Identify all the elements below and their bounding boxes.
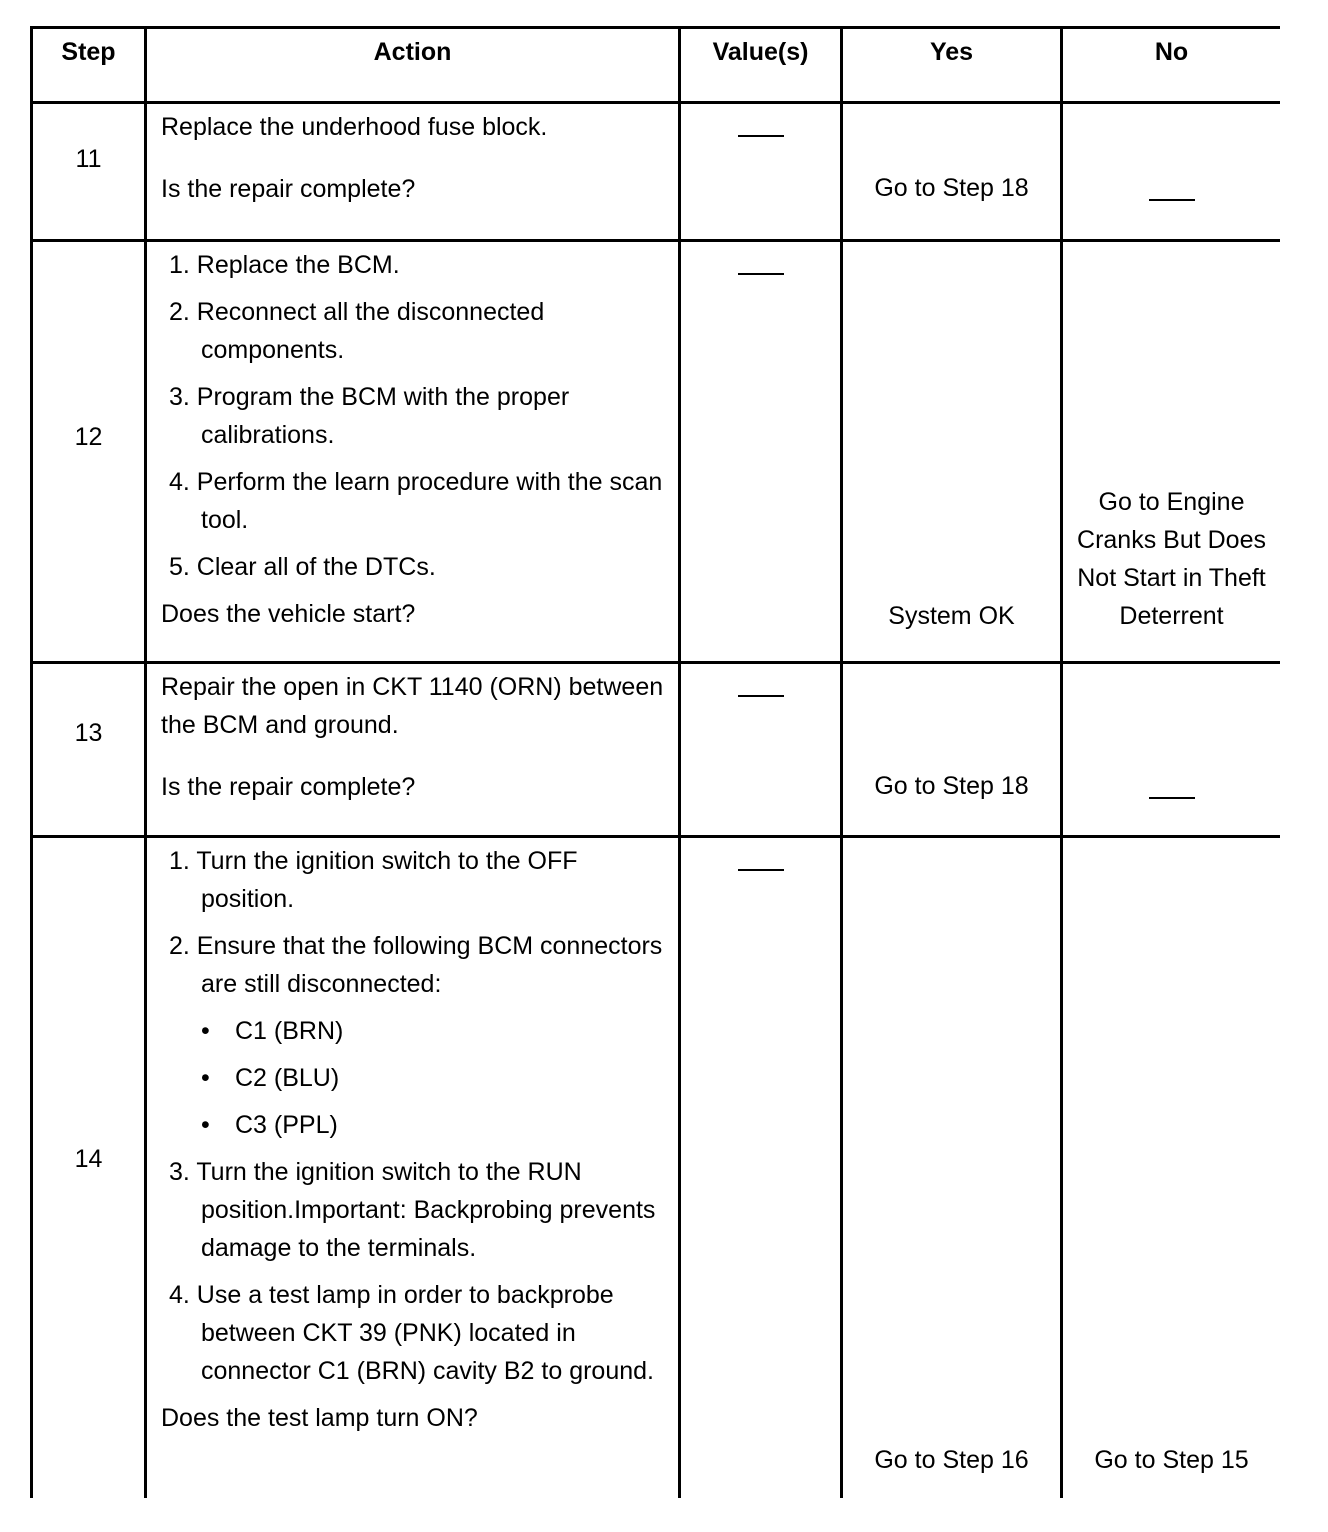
empty-value-dash <box>738 869 784 871</box>
action-steps <box>161 842 668 1003</box>
diagnostic-table <box>30 26 1280 1498</box>
header-row <box>32 28 1281 103</box>
action-cell <box>146 837 680 1499</box>
action-step: 4. Use a test lamp in order to backprobe between CKT 39 (PNK) located in connector C1 (BRN) cavity B2 to ground. <box>169 1281 654 1385</box>
action-step: 1. Turn the ignition switch to the OFF position. <box>169 847 578 913</box>
action-text: Replace the underhood fuse block. <box>161 113 548 141</box>
table-row-step-13 <box>32 663 1281 837</box>
action-step: 3. Program the BCM with the proper calibrations. <box>169 383 570 449</box>
action-question: Is the repair complete? <box>161 175 416 203</box>
table-row-step-14 <box>32 837 1281 1499</box>
action-cell <box>146 103 680 241</box>
action-step: 1. Replace the BCM. <box>169 251 400 279</box>
header-action: Action <box>146 28 680 103</box>
table-row-step-11 <box>32 103 1281 241</box>
step-number: 14 <box>32 837 146 1499</box>
yes-cell: System OK <box>842 241 1062 663</box>
action-step: 4. Perform the learn procedure with the scan tool. <box>169 468 663 534</box>
action-text: Repair the open in CKT 1140 (ORN) between the BCM and ground. <box>161 673 664 739</box>
empty-value-dash <box>738 273 784 275</box>
empty-value-dash <box>738 695 784 697</box>
action-steps-continued <box>161 1153 668 1390</box>
no-cell: Go to Step 15 <box>1062 837 1281 1499</box>
action-step: 3. Turn the ignition switch to the RUN position.Important: Backprobing prevents damage to the terminals. <box>169 1158 656 1262</box>
value-cell <box>680 663 842 837</box>
header-step: Step <box>32 28 146 103</box>
step-number: 11 <box>32 103 146 241</box>
connector-item: • C3 (PPL) <box>161 1106 668 1144</box>
action-step: 5. Clear all of the DTCs. <box>169 553 436 581</box>
step-number: 13 <box>32 663 146 837</box>
value-cell <box>680 103 842 241</box>
connector-item: • C2 (BLU) <box>161 1059 668 1097</box>
action-question: Is the repair complete? <box>161 773 416 801</box>
action-question: Does the test lamp turn ON? <box>161 1404 478 1432</box>
step-number: 12 <box>32 241 146 663</box>
action-steps <box>161 246 668 586</box>
empty-no-dash <box>1149 797 1195 799</box>
value-cell <box>680 837 842 1499</box>
no-cell <box>1062 663 1281 837</box>
header-values: Value(s) <box>680 28 842 103</box>
action-question: Does the vehicle start? <box>161 600 416 628</box>
no-cell: Go to Engine Cranks But Does Not Start in Theft Deterrent <box>1062 241 1281 663</box>
action-cell <box>146 663 680 837</box>
diagnostic-table-page <box>30 26 1280 1498</box>
empty-no-dash <box>1149 199 1195 201</box>
yes-cell: Go to Step 18 <box>842 103 1062 241</box>
action-step: 2. Reconnect all the disconnected components. <box>169 298 545 364</box>
header-no: No <box>1062 28 1281 103</box>
yes-cell: Go to Step 16 <box>842 837 1062 1499</box>
header-yes: Yes <box>842 28 1062 103</box>
table-row-step-12 <box>32 241 1281 663</box>
action-step <box>161 927 668 1003</box>
yes-cell: Go to Step 18 <box>842 663 1062 837</box>
action-step-text: 2. Ensure that the following BCM connectors are still disconnected: <box>169 932 663 998</box>
connector-item: • C1 (BRN) <box>161 1012 668 1050</box>
empty-value-dash <box>738 135 784 137</box>
connector-list <box>161 1012 668 1144</box>
value-cell <box>680 241 842 663</box>
action-cell <box>146 241 680 663</box>
no-cell <box>1062 103 1281 241</box>
